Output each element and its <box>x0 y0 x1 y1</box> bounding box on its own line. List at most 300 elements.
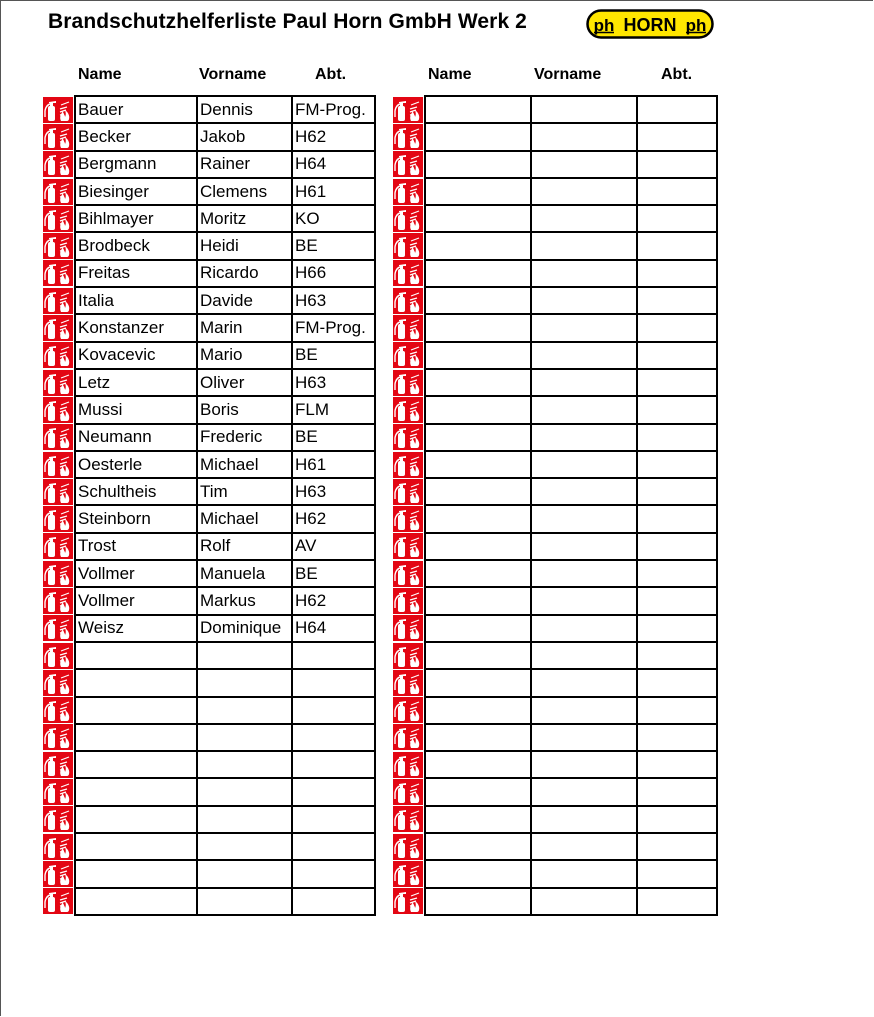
right-cell-vorname <box>531 205 637 232</box>
left-cell-name: Vollmer <box>75 560 197 587</box>
icon-cell <box>43 778 75 805</box>
fire-extinguisher-icon <box>43 888 73 914</box>
fire-extinguisher-icon <box>43 588 73 614</box>
fire-extinguisher-icon <box>43 397 73 423</box>
left-cell-vorname: Markus <box>197 587 292 614</box>
right-cell-vorname <box>531 314 637 341</box>
left-cell-name <box>75 642 197 669</box>
right-cell-vorname <box>531 178 637 205</box>
right-cell-abt <box>637 888 717 915</box>
right-cell-abt <box>637 369 717 396</box>
icon-cell <box>393 587 425 614</box>
left-cell-vorname: Heidi <box>197 232 292 259</box>
left-cell-abt: FM-Prog. <box>292 314 375 341</box>
right-cell-name <box>425 560 531 587</box>
right-cell-abt <box>637 260 717 287</box>
right-cell-abt <box>637 778 717 805</box>
left-table-row <box>43 778 375 805</box>
right-header-abt: Abt. <box>661 66 693 83</box>
right-cell-vorname <box>531 287 637 314</box>
right-table-row <box>393 369 717 396</box>
right-cell-vorname <box>531 123 637 150</box>
fire-extinguisher-icon <box>43 233 73 259</box>
left-table-row <box>43 888 375 915</box>
right-table-row <box>393 505 717 532</box>
fire-extinguisher-icon <box>393 615 423 641</box>
right-cell-abt <box>637 560 717 587</box>
right-cell-vorname <box>531 615 637 642</box>
fire-extinguisher-icon <box>43 315 73 341</box>
fire-extinguisher-icon <box>393 370 423 396</box>
left-table-row <box>43 806 375 833</box>
right-cell-abt <box>637 669 717 696</box>
right-cell-abt <box>637 478 717 505</box>
right-cell-name <box>425 151 531 178</box>
left-cell-vorname <box>197 751 292 778</box>
left-cell-vorname <box>197 697 292 724</box>
right-cell-name <box>425 751 531 778</box>
right-cell-abt <box>637 806 717 833</box>
right-cell-abt <box>637 724 717 751</box>
right-table-row <box>393 424 717 451</box>
left-cell-abt <box>292 751 375 778</box>
left-cell-name <box>75 751 197 778</box>
left-cell-vorname: Dennis <box>197 96 292 123</box>
left-table-row <box>43 396 375 423</box>
left-cell-name: Letz <box>75 369 197 396</box>
icon-cell <box>393 778 425 805</box>
left-cell-name <box>75 778 197 805</box>
left-header-abt: Abt. <box>315 66 347 83</box>
icon-cell <box>43 833 75 860</box>
right-table-row <box>393 697 717 724</box>
right-cell-name <box>425 669 531 696</box>
icon-cell <box>393 860 425 887</box>
left-cell-abt: AV <box>292 533 375 560</box>
right-cell-name <box>425 96 531 123</box>
right-table-row <box>393 642 717 669</box>
left-table-row <box>43 287 375 314</box>
left-cell-name: Kovacevic <box>75 342 197 369</box>
right-cell-vorname <box>531 478 637 505</box>
icon-cell <box>393 478 425 505</box>
left-cell-abt <box>292 833 375 860</box>
left-cell-name: Biesinger <box>75 178 197 205</box>
icon-cell <box>43 205 75 232</box>
left-cell-vorname: Tim <box>197 478 292 505</box>
fire-extinguisher-icon <box>43 861 73 887</box>
fire-extinguisher-icon <box>43 561 73 587</box>
left-cell-vorname: Ricardo <box>197 260 292 287</box>
fire-extinguisher-icon <box>43 615 73 641</box>
left-cell-name: Bergmann <box>75 151 197 178</box>
logo-left-mark: ph <box>593 16 615 35</box>
left-cell-vorname: Marin <box>197 314 292 341</box>
fire-extinguisher-icon <box>393 506 423 532</box>
icon-cell <box>393 123 425 150</box>
fire-extinguisher-icon <box>393 588 423 614</box>
left-helper-table <box>43 95 376 916</box>
right-cell-abt <box>637 833 717 860</box>
icon-cell <box>43 396 75 423</box>
left-cell-vorname: Oliver <box>197 369 292 396</box>
icon-cell <box>393 560 425 587</box>
left-cell-vorname <box>197 888 292 915</box>
left-table-row <box>43 587 375 614</box>
left-cell-abt <box>292 724 375 751</box>
left-cell-abt <box>292 778 375 805</box>
right-cell-vorname <box>531 533 637 560</box>
icon-cell <box>393 151 425 178</box>
right-table-row <box>393 560 717 587</box>
right-cell-name <box>425 478 531 505</box>
fire-extinguisher-icon <box>393 643 423 669</box>
left-cell-name: Neumann <box>75 424 197 451</box>
right-table-row <box>393 724 717 751</box>
right-table-row <box>393 314 717 341</box>
right-table-row <box>393 232 717 259</box>
left-cell-vorname: Davide <box>197 287 292 314</box>
left-cell-abt: H61 <box>292 451 375 478</box>
icon-cell <box>43 533 75 560</box>
left-cell-vorname: Michael <box>197 451 292 478</box>
left-table-row <box>43 342 375 369</box>
left-cell-abt: BE <box>292 342 375 369</box>
fire-extinguisher-icon <box>43 424 73 450</box>
right-cell-name <box>425 178 531 205</box>
icon-cell <box>393 396 425 423</box>
icon-cell <box>43 560 75 587</box>
left-cell-abt: KO <box>292 205 375 232</box>
right-cell-name <box>425 424 531 451</box>
right-table-row <box>393 342 717 369</box>
left-table-row <box>43 724 375 751</box>
right-cell-abt <box>637 451 717 478</box>
right-cell-abt <box>637 287 717 314</box>
right-cell-abt <box>637 151 717 178</box>
left-cell-vorname: Jakob <box>197 123 292 150</box>
right-cell-abt <box>637 533 717 560</box>
left-cell-vorname <box>197 806 292 833</box>
icon-cell <box>393 342 425 369</box>
right-table-row <box>393 178 717 205</box>
fire-extinguisher-icon <box>43 124 73 150</box>
right-cell-abt <box>637 205 717 232</box>
left-table-row <box>43 697 375 724</box>
right-table-row <box>393 123 717 150</box>
left-cell-name <box>75 697 197 724</box>
left-cell-abt <box>292 860 375 887</box>
icon-cell <box>43 888 75 915</box>
icon-cell <box>393 533 425 560</box>
right-cell-abt <box>637 505 717 532</box>
fire-extinguisher-icon <box>393 697 423 723</box>
right-table-row <box>393 96 717 123</box>
left-table-row <box>43 642 375 669</box>
fire-extinguisher-icon <box>393 206 423 232</box>
left-table-row <box>43 369 375 396</box>
left-cell-abt: H61 <box>292 178 375 205</box>
icon-cell <box>43 260 75 287</box>
left-cell-vorname: Frederic <box>197 424 292 451</box>
right-cell-abt <box>637 396 717 423</box>
right-cell-vorname <box>531 833 637 860</box>
right-cell-name <box>425 833 531 860</box>
right-cell-vorname <box>531 806 637 833</box>
left-table-row <box>43 232 375 259</box>
icon-cell <box>43 642 75 669</box>
left-cell-name: Freitas <box>75 260 197 287</box>
fire-extinguisher-icon <box>393 124 423 150</box>
page-title: Brandschutzhelferliste Paul Horn GmbH Werk 2 <box>48 10 527 33</box>
icon-cell <box>43 151 75 178</box>
left-cell-abt <box>292 642 375 669</box>
fire-extinguisher-icon <box>393 670 423 696</box>
left-cell-abt: H62 <box>292 505 375 532</box>
fire-extinguisher-icon <box>393 179 423 205</box>
left-cell-abt: H63 <box>292 287 375 314</box>
left-table-row <box>43 151 375 178</box>
right-cell-abt <box>637 178 717 205</box>
left-cell-abt: H64 <box>292 615 375 642</box>
icon-cell <box>393 833 425 860</box>
right-cell-vorname <box>531 724 637 751</box>
right-cell-abt <box>637 342 717 369</box>
right-cell-abt <box>637 96 717 123</box>
left-cell-name: Trost <box>75 533 197 560</box>
right-cell-vorname <box>531 232 637 259</box>
fire-extinguisher-icon <box>43 151 73 177</box>
left-cell-vorname: Mario <box>197 342 292 369</box>
left-cell-name <box>75 833 197 860</box>
left-cell-abt: H62 <box>292 123 375 150</box>
left-table-row <box>43 123 375 150</box>
right-cell-name <box>425 860 531 887</box>
right-cell-name <box>425 396 531 423</box>
left-cell-vorname <box>197 778 292 805</box>
right-table-row <box>393 533 717 560</box>
left-cell-name: Brodbeck <box>75 232 197 259</box>
right-table-row <box>393 205 717 232</box>
fire-extinguisher-icon <box>393 888 423 914</box>
right-cell-name <box>425 587 531 614</box>
left-table-row <box>43 833 375 860</box>
fire-extinguisher-icon <box>393 561 423 587</box>
right-cell-abt <box>637 314 717 341</box>
icon-cell <box>393 505 425 532</box>
right-table-row <box>393 478 717 505</box>
icon-cell <box>43 587 75 614</box>
right-table-row <box>393 860 717 887</box>
left-cell-abt: FLM <box>292 396 375 423</box>
right-cell-name <box>425 642 531 669</box>
right-cell-name <box>425 615 531 642</box>
left-cell-vorname: Manuela <box>197 560 292 587</box>
logo-right-mark: ph <box>685 16 707 35</box>
right-cell-vorname <box>531 560 637 587</box>
right-cell-name <box>425 287 531 314</box>
icon-cell <box>393 232 425 259</box>
right-cell-vorname <box>531 778 637 805</box>
right-cell-name <box>425 123 531 150</box>
left-cell-abt: BE <box>292 424 375 451</box>
icon-cell <box>393 96 425 123</box>
left-table-row <box>43 669 375 696</box>
right-table-row <box>393 615 717 642</box>
fire-extinguisher-icon <box>393 861 423 887</box>
icon-cell <box>43 615 75 642</box>
fire-extinguisher-icon <box>393 533 423 559</box>
fire-extinguisher-icon <box>43 533 73 559</box>
left-cell-vorname: Moritz <box>197 205 292 232</box>
icon-cell <box>393 724 425 751</box>
left-table-row <box>43 615 375 642</box>
left-table-row <box>43 751 375 778</box>
left-cell-name: Becker <box>75 123 197 150</box>
right-cell-vorname <box>531 697 637 724</box>
fire-extinguisher-icon <box>43 97 73 123</box>
icon-cell <box>393 424 425 451</box>
right-cell-name <box>425 342 531 369</box>
fire-extinguisher-icon <box>393 479 423 505</box>
icon-cell <box>43 697 75 724</box>
left-cell-abt <box>292 806 375 833</box>
right-cell-vorname <box>531 669 637 696</box>
icon-cell <box>393 178 425 205</box>
left-cell-abt: FM-Prog. <box>292 96 375 123</box>
left-cell-vorname: Michael <box>197 505 292 532</box>
right-table-row <box>393 587 717 614</box>
icon-cell <box>43 369 75 396</box>
left-cell-abt: H63 <box>292 478 375 505</box>
right-cell-vorname <box>531 642 637 669</box>
right-cell-name <box>425 888 531 915</box>
right-cell-name <box>425 232 531 259</box>
left-cell-abt: BE <box>292 560 375 587</box>
left-cell-abt <box>292 669 375 696</box>
right-cell-vorname <box>531 751 637 778</box>
right-table-row <box>393 833 717 860</box>
left-cell-vorname: Clemens <box>197 178 292 205</box>
left-cell-name: Mussi <box>75 396 197 423</box>
icon-cell <box>43 342 75 369</box>
left-table-row <box>43 178 375 205</box>
right-table-row <box>393 778 717 805</box>
left-cell-abt <box>292 697 375 724</box>
right-cell-vorname <box>531 96 637 123</box>
left-cell-name: Schultheis <box>75 478 197 505</box>
right-cell-vorname <box>531 369 637 396</box>
left-cell-name: Vollmer <box>75 587 197 614</box>
fire-extinguisher-icon <box>43 179 73 205</box>
fire-extinguisher-icon <box>393 779 423 805</box>
icon-cell <box>43 806 75 833</box>
left-cell-name: Bauer <box>75 96 197 123</box>
left-cell-name <box>75 724 197 751</box>
fire-extinguisher-icon <box>393 724 423 750</box>
fire-extinguisher-icon <box>393 97 423 123</box>
right-table-row <box>393 888 717 915</box>
icon-cell <box>393 205 425 232</box>
left-table-row <box>43 505 375 532</box>
left-table-row <box>43 314 375 341</box>
icon-cell <box>43 424 75 451</box>
icon-cell <box>43 232 75 259</box>
icon-cell <box>393 260 425 287</box>
left-cell-vorname <box>197 642 292 669</box>
icon-cell <box>393 751 425 778</box>
fire-extinguisher-icon <box>43 479 73 505</box>
icon-cell <box>393 806 425 833</box>
right-cell-vorname <box>531 888 637 915</box>
icon-cell <box>393 669 425 696</box>
icon-cell <box>43 478 75 505</box>
right-cell-vorname <box>531 396 637 423</box>
left-cell-abt: BE <box>292 232 375 259</box>
icon-cell <box>393 615 425 642</box>
left-cell-name <box>75 806 197 833</box>
right-cell-name <box>425 697 531 724</box>
right-cell-vorname <box>531 587 637 614</box>
fire-extinguisher-icon <box>393 315 423 341</box>
right-cell-abt <box>637 123 717 150</box>
logo-text: HORN <box>623 15 677 35</box>
left-cell-name: Steinborn <box>75 505 197 532</box>
icon-cell <box>43 451 75 478</box>
icon-cell <box>393 642 425 669</box>
right-table-row <box>393 751 717 778</box>
icon-cell <box>393 314 425 341</box>
fire-extinguisher-icon <box>393 424 423 450</box>
left-table-row <box>43 96 375 123</box>
right-table-row <box>393 151 717 178</box>
icon-cell <box>43 751 75 778</box>
icon-cell <box>393 451 425 478</box>
right-header-name: Name <box>428 66 472 83</box>
right-cell-abt <box>637 642 717 669</box>
right-helper-table <box>393 95 718 916</box>
right-cell-vorname <box>531 451 637 478</box>
fire-extinguisher-icon <box>393 452 423 478</box>
fire-extinguisher-icon <box>393 834 423 860</box>
icon-cell <box>393 287 425 314</box>
right-cell-abt <box>637 424 717 451</box>
icon-cell <box>43 96 75 123</box>
fire-extinguisher-icon <box>43 506 73 532</box>
left-cell-name: Konstanzer <box>75 314 197 341</box>
right-cell-name <box>425 260 531 287</box>
right-cell-name <box>425 451 531 478</box>
icon-cell <box>393 369 425 396</box>
fire-extinguisher-icon <box>43 288 73 314</box>
right-table-row <box>393 669 717 696</box>
left-table-row <box>43 451 375 478</box>
right-table-row <box>393 287 717 314</box>
company-logo <box>586 9 714 39</box>
fire-extinguisher-icon <box>393 233 423 259</box>
right-cell-vorname <box>531 424 637 451</box>
left-cell-name <box>75 860 197 887</box>
right-cell-abt <box>637 860 717 887</box>
fire-extinguisher-icon <box>393 151 423 177</box>
fire-extinguisher-icon <box>43 452 73 478</box>
icon-cell <box>43 724 75 751</box>
right-cell-abt <box>637 587 717 614</box>
icon-cell <box>43 287 75 314</box>
right-table-row <box>393 260 717 287</box>
right-cell-name <box>425 778 531 805</box>
left-cell-name <box>75 669 197 696</box>
